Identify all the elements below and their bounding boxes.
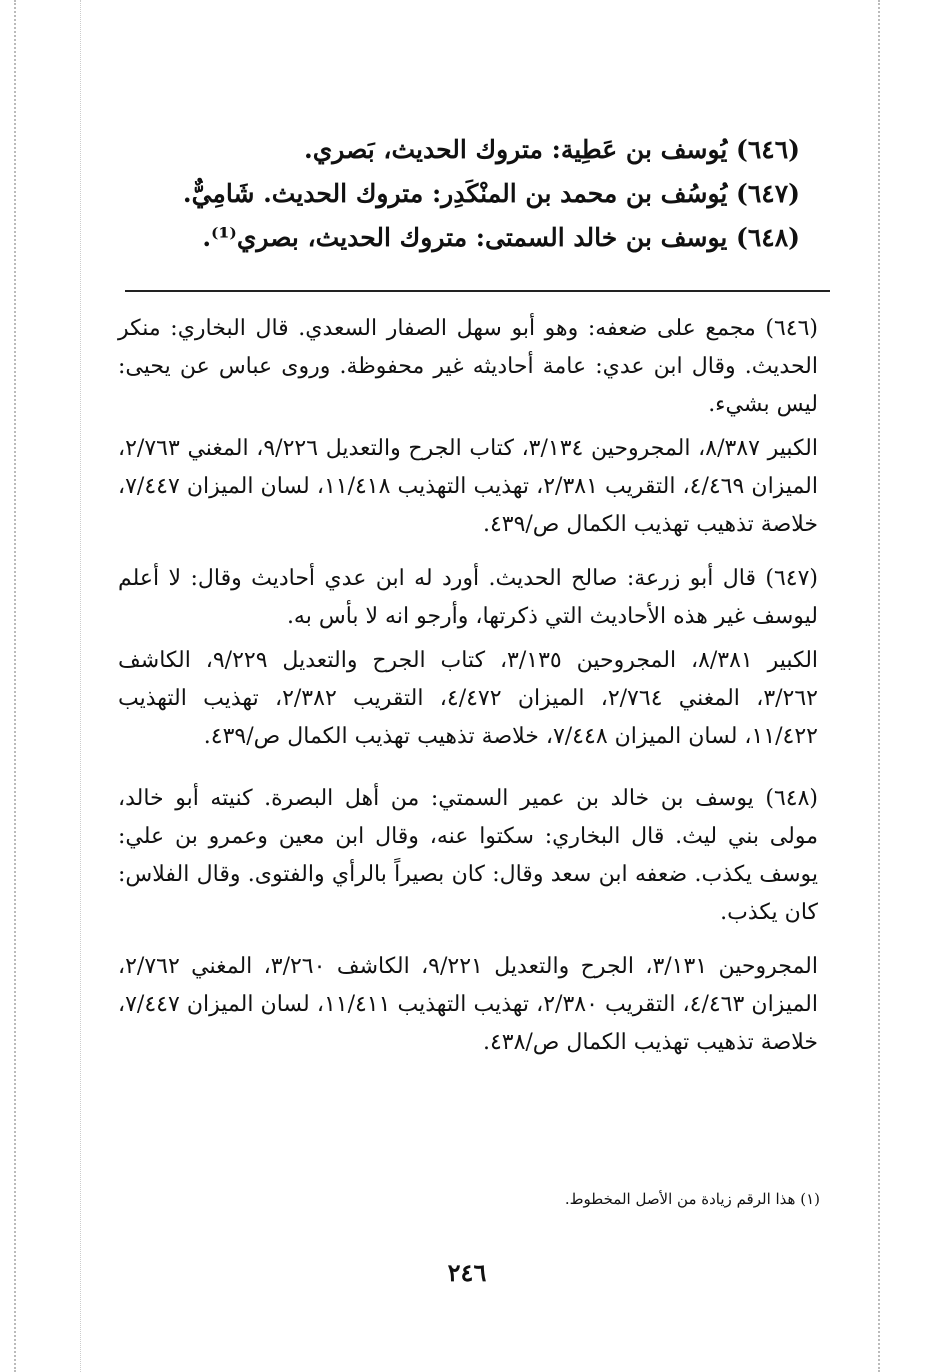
footnote-separator [125,290,830,292]
notes-section [118,310,818,1062]
entry-647: (٦٤٧) يُوسُف بن محمد بن المنْكَدِر: متروك الحديث. شَامِيٌّ. [182,179,800,208]
note-646-biography: (٦٤٦) مجمع على ضعفه: وهو أبو سهل الصفار السعدي. قال البخاري: منكر الحديث. وقال ابن عدي: عامة أحاديثه غير محفوظة. وروى عباس عن يحيى: ليس بشيء. [118,316,818,417]
note-648-references: المجروحين ٣/١٣١، الجرح والتعديل ٩/٢٢١، الكاشف ٣/٢٦٠، المغني ٢/٧٦٢، الميزان ٤/٤٦٣، التقريب ٢/٣٨٠، تهذيب التهذيب ١١/٤١١، لسان الميزان ٧/٤٤٧، خلاصة تذهيب تهذيب الكمال ص/٤٣٨. [118,954,818,1055]
note-646-references: الكبير ٨/٣٨٧، المجروحين ٣/١٣٤، كتاب الجرح والتعديل ٩/٢٢٦، المغني ٢/٧٦٣، الميزان ٤/٤٦٩، التقريب ٢/٣٨١، تهذيب التهذيب ١١/٤١٨، لسان الميزان ٧/٤٤٧، خلاصة تذهيب تهذيب الكمال ص/٤٣٩. [118,436,818,537]
entry-646: (٦٤٦) يُوسف بن عَطِية: متروك الحديث، بَصري. [304,135,800,164]
note-647-biography: (٦٤٧) قال أبو زرعة: صالح الحديث. أورد له ابن عدي أحاديث وقال: لا أعلم ليوسف غير هذه الأحاديث التي ذكرتها، وأرجو انه لا بأس به. [118,566,818,629]
page-number: ٢٤٦ [447,1258,487,1287]
footnote: (١) هذا الرقم زيادة من الأصل المخطوط. [564,1190,820,1208]
note-648-biography: (٦٤٨) يوسف بن خالد بن عمير السمتي: من أهل البصرة. كنيته أبو خالد، مولى بني ليث. قال البخاري: سكتوا عنه، وقال ابن معين وعمرو بن علي: يوسف يكذب. ضعفه ابن سعد وقال: كان بصيراً بالرأي والفتوى. وقال الفلاس: كان يكذب. [118,786,818,925]
note-647-references: الكبير ٨/٣٨١، المجروحين ٣/١٣٥، كتاب الجرح والتعديل ٩/٢٢٩، الكاشف ٣/٢٦٢، المغني ٢/٧٦٤، الميزان ٤/٤٧٢، التقريب ٢/٣٨٢، تهذيب التهذيب ١١/٤٢٢، لسان الميزان ٧/٤٤٨، خلاصة تذهيب تهذيب الكمال ص/٤٣٩. [118,648,819,749]
margin-dotted-line-inner [80,0,81,1372]
margin-dotted-line-left [14,0,16,1372]
margin-dotted-line-right [878,0,880,1372]
entry-648: (٦٤٨) يوسف بن خالد السمتى: متروك الحديث، بصري⁽¹⁾. [202,223,800,252]
main-entries [160,128,800,260]
